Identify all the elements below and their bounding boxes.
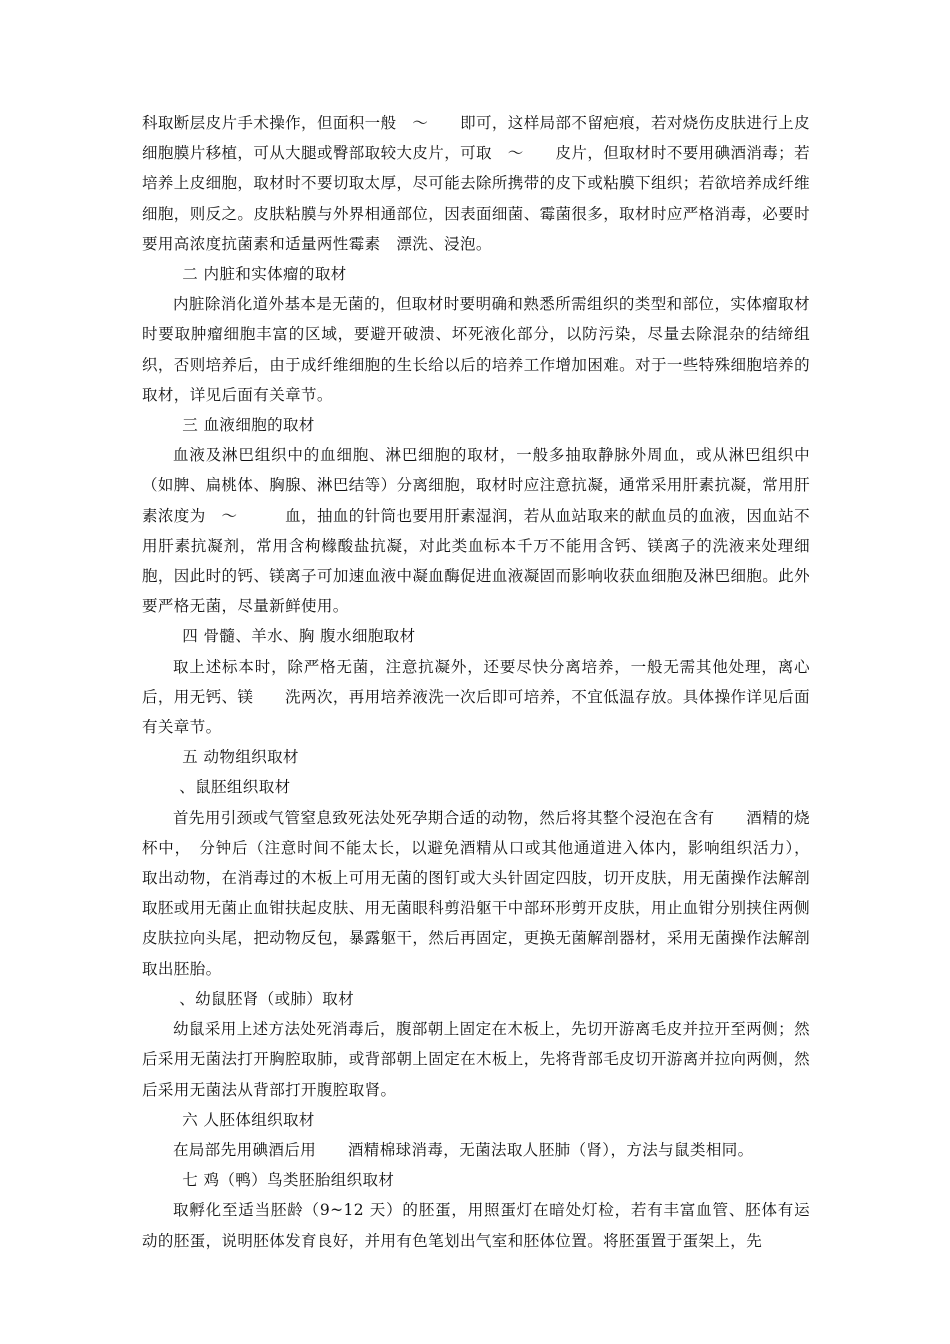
- body-paragraph: 内脏除消化道外基本是无菌的，但取材时要明确和熟悉所需组织的类型和部位，实体瘤取材时要取肿瘤细胞丰富的区域，要避开破溃、坏死液化部分，以防污染，尽量去除混杂的结缔组织，否则培养后，由于成纤维细胞的生长给以后的培养工作增加困难。对于一些特殊细胞培养的取材，详见后面有关章节。: [142, 295, 810, 404]
- body-paragraph: 取孵化至适当胚龄（9~12 天）的胚蛋，用照蛋灯在暗处灯检，若有丰富血管、胚体有运动的胚蛋，说明胚体发育良好，并用有色笔划出气室和胚体位置。将胚蛋置于蛋架上，先: [142, 1201, 810, 1250]
- body-paragraph: 科取断层皮片手术操作，但面积一般 ～ 即可，这样局部不留疤痕，若对烧伤皮肤进行上皮细胞膜片移植，可从大腿或臀部取较大皮片，可取 ～ 皮片，但取材时不要用碘酒消毒；若培养上皮细胞，取材时不要切取太厚，尽可能去除所携带的皮下或粘膜下组织；若欲培养成纤维细胞，则反之。皮肤粘膜与外界相通部位，因表面细菌、霉菌很多，取材时应严格消毒，必要时要用高浓度抗菌素和适量两性霉素 漂洗、浸泡。: [142, 114, 810, 253]
- section-heading: 四 骨髓、羊水、胸 腹水细胞取材: [182, 627, 416, 646]
- subsection-heading: 、幼鼠胚肾（或肺）取材: [179, 989, 355, 1008]
- section-heading: 七 鸡（鸭）鸟类胚胎组织取材: [182, 1171, 395, 1190]
- body-paragraph: 首先用引颈或气管窒息致死法处死孕期合适的动物，然后将其整个浸泡在含有 酒精的烧杯中， 分钟后（注意时间不能太长，以避免酒精从口或其他通道进入体内，影响组织活力），取出动物，在消毒过的木板上可用无菌的图钉或大头针固定四肢，切开皮肤，用无菌操作法解剖取胚或用无菌止血钳扶起皮肤、用无菌眼科剪沿躯干中部环形剪开皮肤，用止血钳分别挟住两侧皮肤拉向头尾，把动物反包，暴露躯干，然后再固定，更换无菌解剖器材，采用无菌操作法解剖取出胚胎。: [142, 808, 810, 978]
- body-paragraph: 血液及淋巴组织中的血细胞、淋巴细胞的取材，一般多抽取静脉外周血，或从淋巴组织中（如脾、扁桃体、胸腺、淋巴结等）分离细胞，取材时应注意抗凝，通常采用肝素抗凝，常用肝素浓度为 ～ 血，抽血的针筒也要用肝素湿润，若从血站取来的献血员的血液，因血站不用肝素抗凝剂，常用含枸橼酸盐抗凝，对此类血标本千万不能用含钙、镁离子的洗液来处理细胞，因此时的钙、镁离子可加速血液中凝血酶促进血液凝固而影响收获血细胞及淋巴细胞。此外要严格无菌，尽量新鲜使用。: [142, 446, 810, 616]
- section-heading: 六 人胚体组织取材: [182, 1110, 315, 1129]
- document-page: [142, 108, 810, 1256]
- section-heading: 五 动物组织取材: [182, 748, 299, 767]
- subsection-heading: 、鼠胚组织取材: [179, 778, 291, 797]
- body-paragraph: 在局部先用碘酒后用 酒精棉球消毒，无菌法取人胚肺（肾），方法与鼠类相同。: [173, 1140, 754, 1159]
- body-paragraph: 幼鼠采用上述方法处死消毒后，腹部朝上固定在木板上，先切开游离毛皮并拉开至两侧；然后采用无菌法打开胸腔取肺，或背部朝上固定在木板上，先将背部毛皮切开游离并拉向两侧，然后采用无菌法从背部打开腹腔取肾。: [142, 1020, 810, 1099]
- body-paragraph: 取上述标本时，除严格无菌，注意抗凝外，还要尽快分离培养，一般无需其他处理，离心后，用无钙、镁 洗两次，再用培养液洗一次后即可培养，不宜低温存放。具体操作详见后面有关章节。: [142, 657, 810, 737]
- section-heading: 二 内脏和实体瘤的取材: [182, 265, 347, 284]
- section-heading: 三 血液细胞的取材: [182, 416, 315, 435]
